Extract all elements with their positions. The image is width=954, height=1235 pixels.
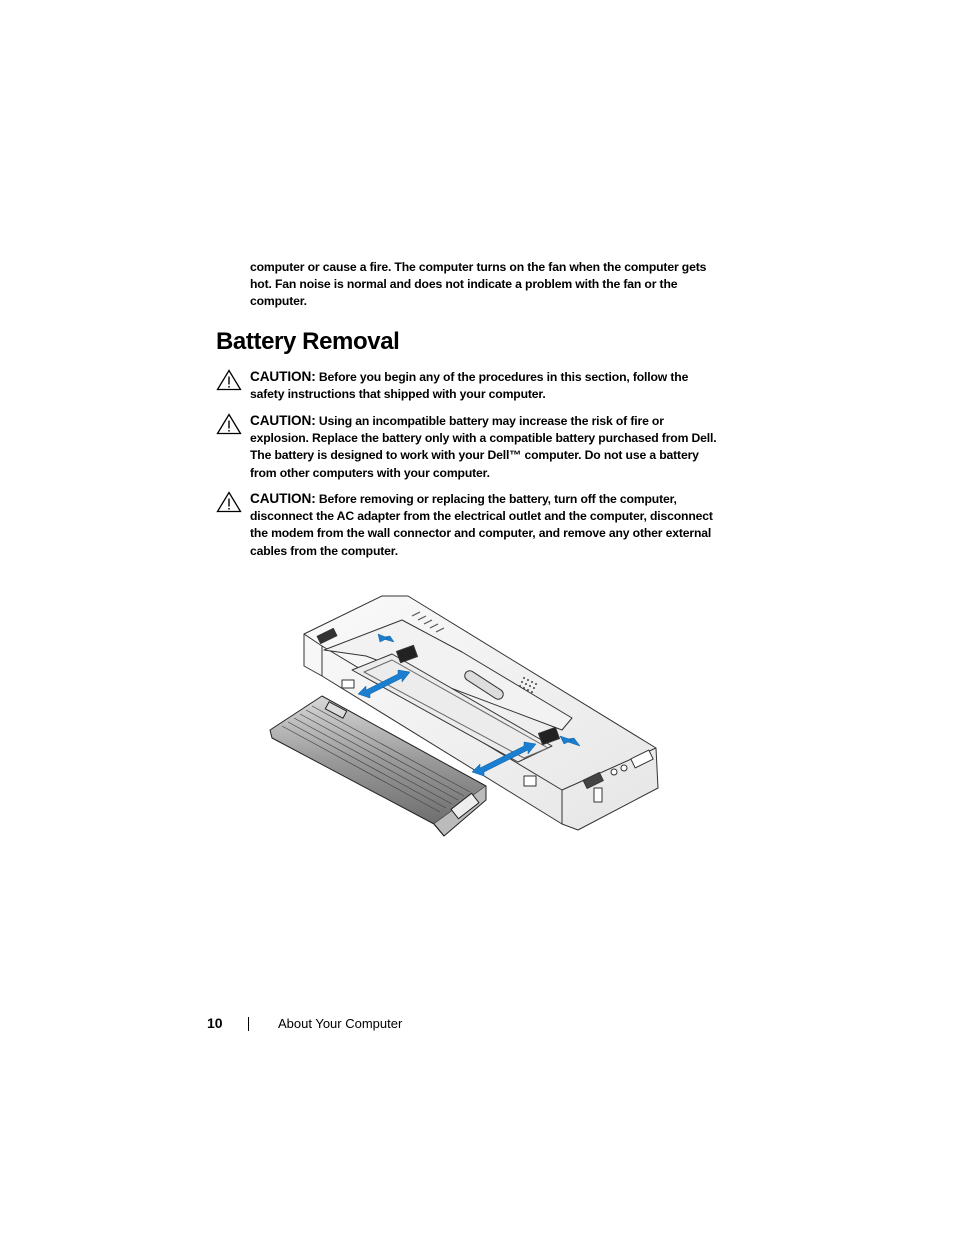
caution-text: Before removing or replacing the battery, turn off the computer, disconnect the AC adapter from the electrical outlet and the computer, disconnect the modem from the wall connector and computer, and remove any other external cables from the computer. bbox=[250, 492, 713, 558]
warning-triangle-icon bbox=[216, 369, 242, 391]
warning-triangle-icon bbox=[216, 413, 242, 435]
section-heading: Battery Removal bbox=[216, 328, 400, 355]
caution-label: CAUTION: bbox=[250, 413, 316, 428]
caution-notice-1 bbox=[216, 368, 721, 403]
footer-separator bbox=[248, 1017, 249, 1031]
warning-triangle-icon bbox=[216, 491, 242, 513]
caution-notice-3 bbox=[216, 490, 721, 560]
battery-removal-illustration bbox=[262, 590, 666, 846]
caution-label: CAUTION: bbox=[250, 369, 316, 384]
caution-text: Before you begin any of the procedures in this section, follow the safety instructions that shipped with your computer. bbox=[250, 370, 689, 402]
page-number: 10 bbox=[207, 1015, 223, 1031]
continuation-paragraph: computer or cause a fire. The computer turns on the fan when the computer gets hot. Fan noise is normal and does not indicate a problem with the fan or the computer. bbox=[250, 260, 707, 309]
caution-label: CAUTION: bbox=[250, 491, 316, 506]
caution-text: Using an incompatible battery may increase the risk of fire or explosion. Replace the battery only with a compatible battery purchased from Dell. The battery is designed to work with your Dell™ computer. Do not use a battery from other computers with your computer. bbox=[250, 414, 717, 480]
chapter-title: About Your Computer bbox=[278, 1016, 403, 1031]
caution-notice-2 bbox=[216, 412, 721, 482]
